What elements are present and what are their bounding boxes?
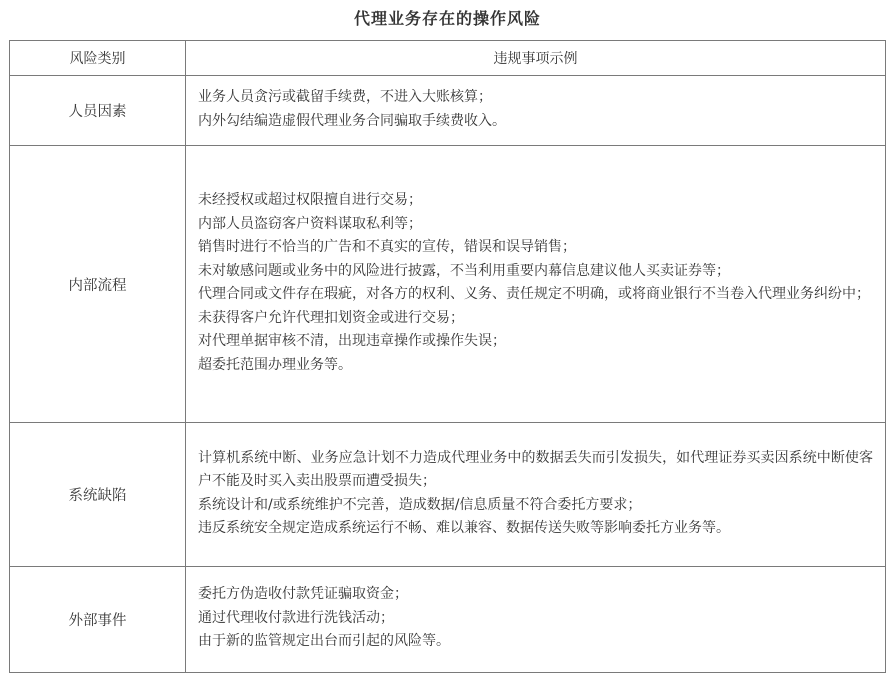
example-item: 超委托范围办理业务等。 <box>198 356 352 373</box>
table-row <box>10 423 886 567</box>
example-item: 由于新的监管规定出台而引起的风险等。 <box>198 633 450 650</box>
risk-table <box>9 40 886 673</box>
table-header-row <box>10 41 886 76</box>
examples-cell <box>186 423 886 567</box>
risk-category-cell: 系统缺陷 <box>10 423 186 567</box>
risk-category-cell: 内部流程 <box>10 146 186 423</box>
example-item: 通过代理收付款进行洗钱活动； <box>198 609 394 626</box>
table-row <box>10 567 886 673</box>
example-item: 计算机系统中断、业务应急计划不力造成代理业务中的数据丢失而引发损失，如代理证券买卖因系统中断使客户不能及时买入卖出股票而遭受损失； <box>198 449 873 489</box>
examples-cell <box>186 567 886 673</box>
example-item: 未对敏感问题或业务中的风险进行披露，不当利用重要内幕信息建议他人买卖证券等； <box>198 262 730 279</box>
example-item: 未经授权或超过权限擅自进行交易； <box>198 192 422 208</box>
examples-cell <box>186 146 886 423</box>
example-item: 委托方伪造收付款凭证骗取资金； <box>198 586 408 603</box>
example-item: 违反系统安全规定造成系统运行不畅、难以兼容、数据传送失败等影响委托方业务等。 <box>198 520 730 536</box>
example-item: 业务人员贪污或截留手续费，不进入大账核算； <box>198 89 492 105</box>
examples-cell <box>186 76 886 146</box>
table-row <box>10 76 886 146</box>
header-risk-category: 风险类别 <box>10 41 186 76</box>
risk-category-cell: 外部事件 <box>10 567 186 673</box>
example-item: 系统设计和/或系统维护不完善，造成数据/信息质量不符合委托方要求； <box>198 496 642 513</box>
example-item: 销售时进行不恰当的广告和不真实的宣传，错误和误导销售； <box>198 239 576 255</box>
table-row <box>10 146 886 423</box>
example-item: 内外勾结编造虚假代理业务合同骗取手续费收入。 <box>198 112 506 129</box>
risk-category-cell: 人员因素 <box>10 76 186 146</box>
example-item: 内部人员盗窃客户资料谋取私利等； <box>198 215 422 232</box>
example-item: 对代理单据审核不清，出现违章操作或操作失误； <box>198 333 506 349</box>
header-violation-examples: 违规事项示例 <box>186 41 886 76</box>
page-title: 代理业务存在的操作风险 <box>353 9 541 28</box>
example-item: 未获得客户允许代理扣划资金或进行交易； <box>198 309 464 326</box>
example-item: 代理合同或文件存在瑕疵，对各方的权利、义务、责任规定不明确，或将商业银行不当卷入代理业务纠纷中； <box>198 286 870 302</box>
